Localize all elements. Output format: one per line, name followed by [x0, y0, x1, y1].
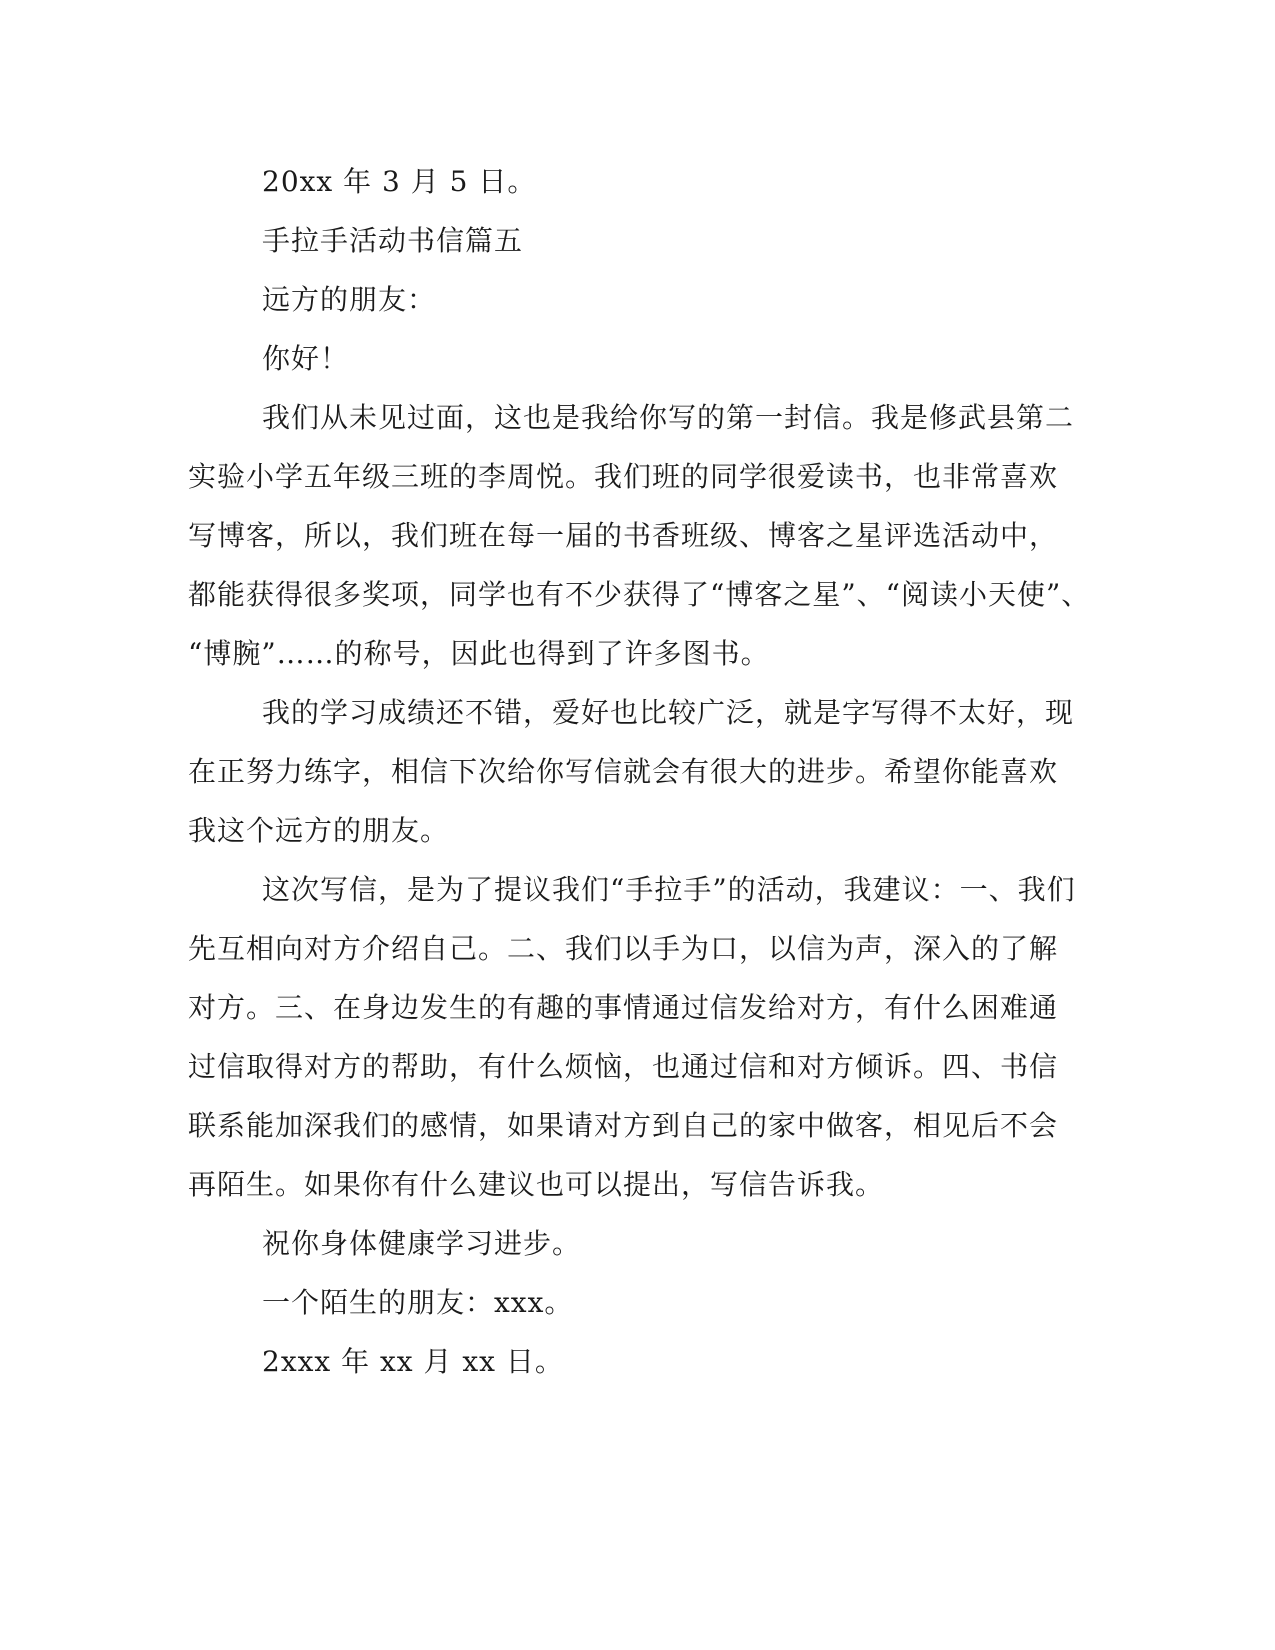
paragraph2-line: 我的学习成绩还不错，爱好也比较广泛，就是字写得不太好，现 — [262, 696, 1075, 729]
paragraph1-line: 实验小学五年级三班的李周悦。我们班的同学很爱读书，也非常喜欢 — [188, 460, 1059, 493]
paragraph1-line: 我们从未见过面，这也是我给你写的第一封信。我是修武县第二 — [262, 401, 1075, 434]
paragraph3-line: 再陌生。如果你有什么建议也可以提出，写信告诉我。 — [188, 1168, 885, 1201]
paragraph1-line: “博腕”……的称号，因此也得到了许多图书。 — [188, 637, 770, 670]
salutation: 远方的朋友： — [262, 283, 437, 316]
paragraph3-line: 过信取得对方的帮助，有什么烦恼，也通过信和对方倾诉。四、书信 — [188, 1050, 1059, 1083]
paragraph3-line: 这次写信，是为了提议我们“手拉手”的活动，我建议：一、我们 — [262, 873, 1076, 906]
greeting: 你好！ — [262, 342, 350, 375]
paragraph1-line: 都能获得很多奖项，同学也有不少获得了“博客之星”、“阅读小天使”、 — [188, 578, 1091, 611]
paragraph2-line: 我这个远方的朋友。 — [188, 814, 450, 847]
section-title: 手拉手活动书信篇五 — [262, 224, 524, 257]
date-line: 20xx 年 3 月 5 日。 — [262, 165, 537, 198]
closing-line: 祝你身体健康学习进步。 — [262, 1227, 582, 1260]
paragraph3-line: 联系能加深我们的感情，如果请对方到自己的家中做客，相见后不会 — [188, 1109, 1059, 1142]
paragraph2-line: 在正努力练字，相信下次给你写信就会有很大的进步。希望你能喜欢 — [188, 755, 1059, 788]
paragraph1-line: 写博客，所以，我们班在每一届的书香班级、博客之星评选活动中， — [188, 519, 1059, 552]
paragraph3-line: 对方。三、在身边发生的有趣的事情通过信发给对方，有什么困难通 — [188, 991, 1059, 1024]
signature-line: 一个陌生的朋友：xxx。 — [262, 1286, 574, 1319]
paragraph3-line: 先互相向对方介绍自己。二、我们以手为口，以信为声，深入的了解 — [188, 932, 1059, 965]
sign-date-line: 2xxx 年 xx 月 xx 日。 — [262, 1345, 564, 1378]
